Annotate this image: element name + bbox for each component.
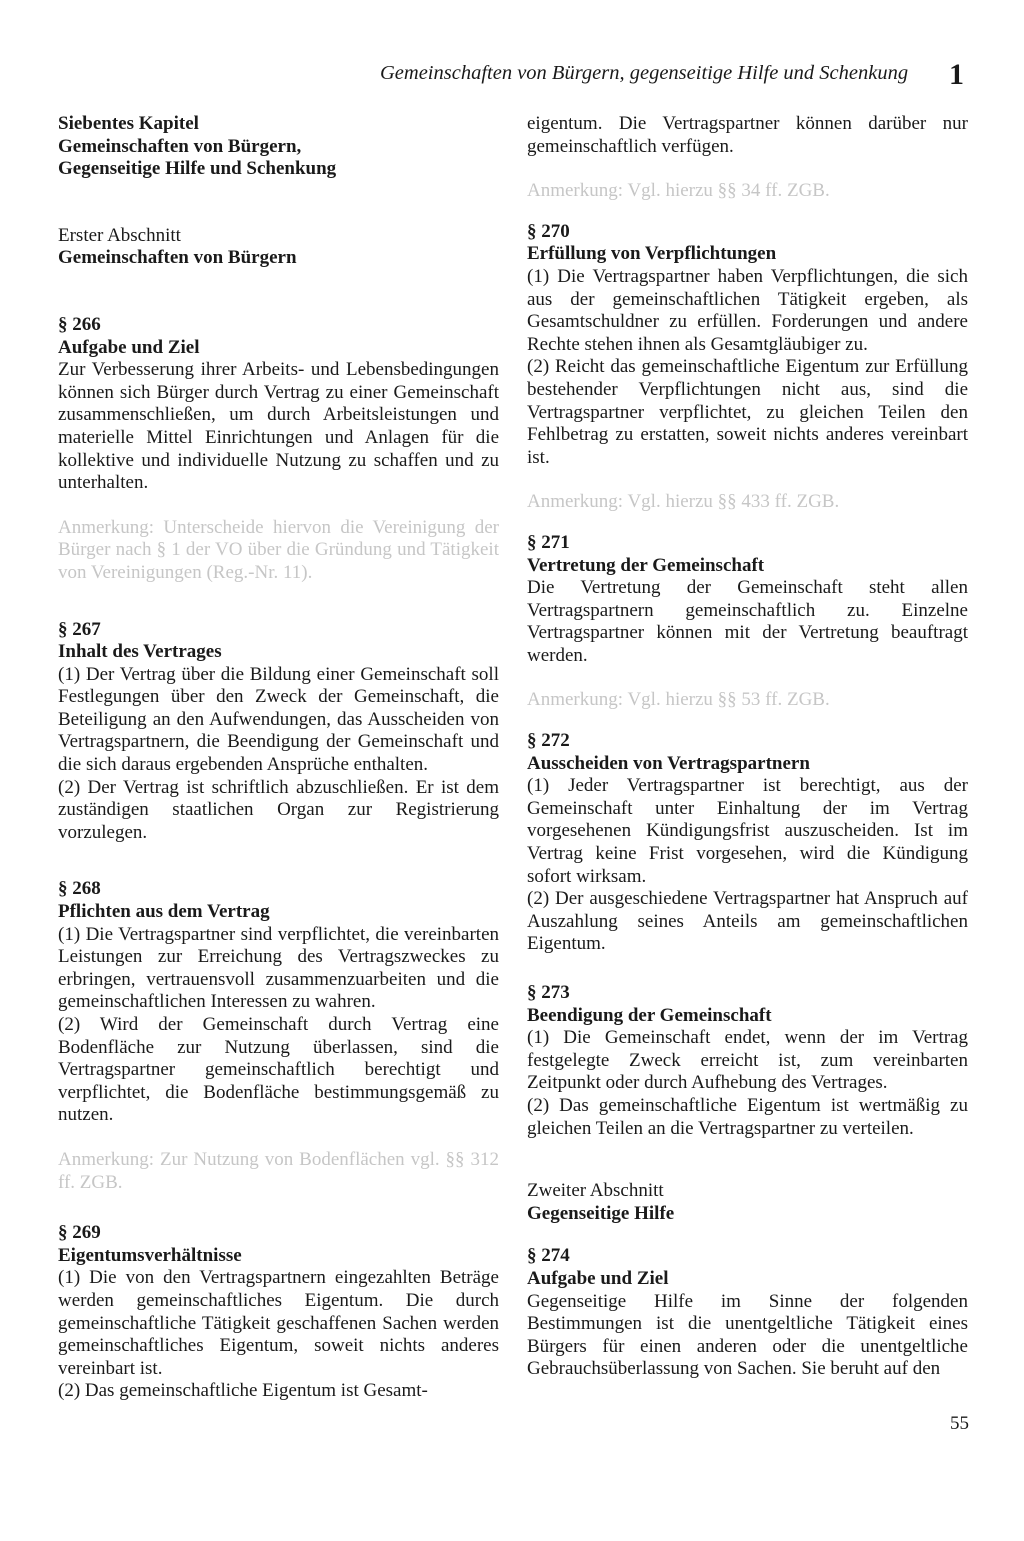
section-268-title: Pflichten aus dem Vertrag: [58, 901, 270, 923]
section-267-title: Inhalt des Vertrages: [58, 641, 222, 663]
right-column: [527, 113, 968, 1381]
section-273-number: § 273: [527, 982, 570, 1003]
section-271-number: § 271: [527, 531, 570, 553]
section-266-text: Zur Verbesserung ihrer Arbeits- und Lebensbedingungen können sich Bürger durch Vertrag zu einer Gemeinschaft zusammenschließen, um durch Arbeitsleistungen und materielle Mittel Einrichtungen und Anlagen für die kollektive und individuelle Nutzung zu schaffen und zu unterhalten.: [58, 359, 499, 494]
section-270-title: Erfüllung von Verpflichtungen: [527, 243, 777, 265]
section-272-number: § 272: [527, 730, 570, 752]
section-272-para1: (1) Jeder Vertragspartner ist berechtigt, aus der Gemeinschaft unter Einhaltung der im Vertrag vorgesehenen Kündigungsfrist auszuscheiden. Ist im Vertrag keine Frist vorgesehen, wird die Kündigung sofort wirksam.: [527, 775, 968, 887]
section-269-para2: (2) Das gemeinschaftliche Eigentum ist Gesamt-: [58, 1380, 428, 1402]
section-268-number: § 268: [58, 878, 101, 900]
section-269-continuation: eigentum. Die Vertragspartner können darüber nur gemeinschaftlich verfügen.: [527, 113, 968, 157]
section-273-para2: (2) Das gemeinschaftliche Eigentum ist wertmäßig zu gleichen Teilen an die Vertragspartner zu verteilen.: [527, 1094, 968, 1139]
section-274-title: Aufgabe und Ziel: [527, 1267, 669, 1289]
section-266-number: § 266: [58, 313, 101, 335]
page-number: 55: [950, 1413, 969, 1434]
section-269-para1: (1) Die von den Vertragspartnern eingezahlten Beträge werden gemeinschaftliches Eigentum. Die durch gemeinschaftliche Tätigkeit geschaffenen Sachen werden gemeinschaftliches Eigentum, soweit nichts anderes vereinbart ist.: [58, 1267, 499, 1379]
section2-label: Zweiter Abschnitt: [527, 1180, 664, 1202]
section-271-text: Die Vertretung der Gemeinschaft steht allen Vertragspartnern gemeinschaftlich zu. Einzelne Vertragspartner können mit der Vertretung beauftragt werden.: [527, 577, 968, 666]
section-label: Erster Abschnitt: [58, 224, 181, 246]
section-title: Gemeinschaften von Bürgern: [58, 247, 297, 269]
section-269-number: § 269: [58, 1222, 101, 1244]
section-272-title: Ausscheiden von Vertragspartnern: [527, 752, 810, 774]
section-268-para2: (2) Wird der Gemeinschaft durch Vertrag eine Bodenfläche zur Nutzung überlassen, sind die Vertragspartner gemeinschaftlich berechtigt und verpflichtet, die Bodenfläche bestimmungsgemäß zu nutzen.: [58, 1014, 499, 1126]
section2-title: Gegenseitige Hilfe: [527, 1202, 675, 1224]
left-column: [58, 113, 499, 1403]
section-266-title: Aufgabe und Ziel: [58, 336, 200, 358]
chapter-label: Siebentes Kapitel: [58, 113, 199, 134]
section-272-para2: (2) Der ausgeschiedene Vertragspartner hat Anspruch auf Auszahlung seines Anteils am gemeinschaftlichen Eigentum.: [527, 888, 968, 955]
section-270-para1: (1) Die Vertragspartner haben Verpflichtungen, die sich aus der gemeinschaftlichen Tätigkeit ergeben, als Gesamtschuldner zu erfüllen. Forderungen und andere Rechte stehen ihnen als Gesamtgläubiger zu.: [527, 265, 968, 355]
section-270-note: Anmerkung: Vgl. hierzu §§ 433 ff. ZGB.: [527, 491, 840, 513]
section-269-note: Anmerkung: Vgl. hierzu §§ 34 ff. ZGB.: [527, 180, 830, 202]
section-274-text: Gegenseitige Hilfe im Sinne der folgenden Bestimmungen ist die unentgeltliche Tätigkeit eines Bürgers für einen anderen oder die unentgeltliche Gebrauchsüberlassung von Sachen. Sie beruht auf den: [527, 1290, 968, 1380]
section-266-note: Anmerkung: Unterscheide hiervon die Vereinigung der Bürger nach § 1 der VO über die Gründung und Tätigkeit von Vereinigungen (Reg.-Nr. 11).: [58, 516, 499, 583]
section-267-para2: (2) Der Vertrag ist schriftlich abzuschließen. Er ist dem zuständigen staatlichen Organ zur Registrierung vorzulegen.: [58, 776, 499, 843]
chapter-number: 1: [949, 58, 964, 91]
section-268-para1: (1) Die Vertragspartner sind verpflichtet, die vereinbarten Leistungen zur Erreichung des Vertragszweckes zu erbringen, vertrauensvoll zusammenzuarbeiten und die gemeinschaftlichen Interessen zu wahren.: [58, 923, 499, 1013]
section-273-title: Beendigung der Gemeinschaft: [527, 1004, 772, 1026]
section-270-para2: (2) Reicht das gemeinschaftliche Eigentum zur Erfüllung bestehender Verpflichtungen nicht aus, sind die Vertragspartner verpflichtet, zu gleichen Teilen den Fehlbetrag zu erstatten, soweit nichts anderes vereinbart ist.: [527, 356, 968, 468]
section-269-title: Eigentumsverhältnisse: [58, 1244, 242, 1266]
chapter-title-line2: Gegenseitige Hilfe und Schenkung: [58, 158, 337, 180]
section-267-para1: (1) Der Vertrag über die Bildung einer Gemeinschaft soll Festlegungen über den Zweck der Gemeinschaft, die Beteiligung an den Aufwendungen, das Ausscheiden von Vertragspartnern, die Beendigung der Gemeinschaft und die sich daraus ergebenden Ansprüche enthalten.: [58, 663, 499, 776]
section-273-para1: (1) Die Gemeinschaft endet, wenn der im Vertrag festgelegte Zweck erreicht ist, zum vereinbarten Zeitpunkt oder durch Aufhebung des Vertrages.: [527, 1027, 968, 1094]
section-271-note: Anmerkung: Vgl. hierzu §§ 53 ff. ZGB.: [527, 689, 830, 711]
section-271-title: Vertretung der Gemeinschaft: [527, 554, 765, 576]
section-267-number: § 267: [58, 618, 101, 640]
chapter-title-line1: Gemeinschaften von Bürgern,: [58, 135, 302, 157]
section-270-number: § 270: [527, 220, 570, 242]
section-268-note: Anmerkung: Zur Nutzung von Bodenflächen vgl. §§ 312 ff. ZGB.: [58, 1148, 499, 1193]
running-head: Gemeinschaften von Bürgern, gegenseitige Hilfe und Schenkung: [380, 62, 909, 84]
section-274-number: § 274: [527, 1245, 570, 1267]
